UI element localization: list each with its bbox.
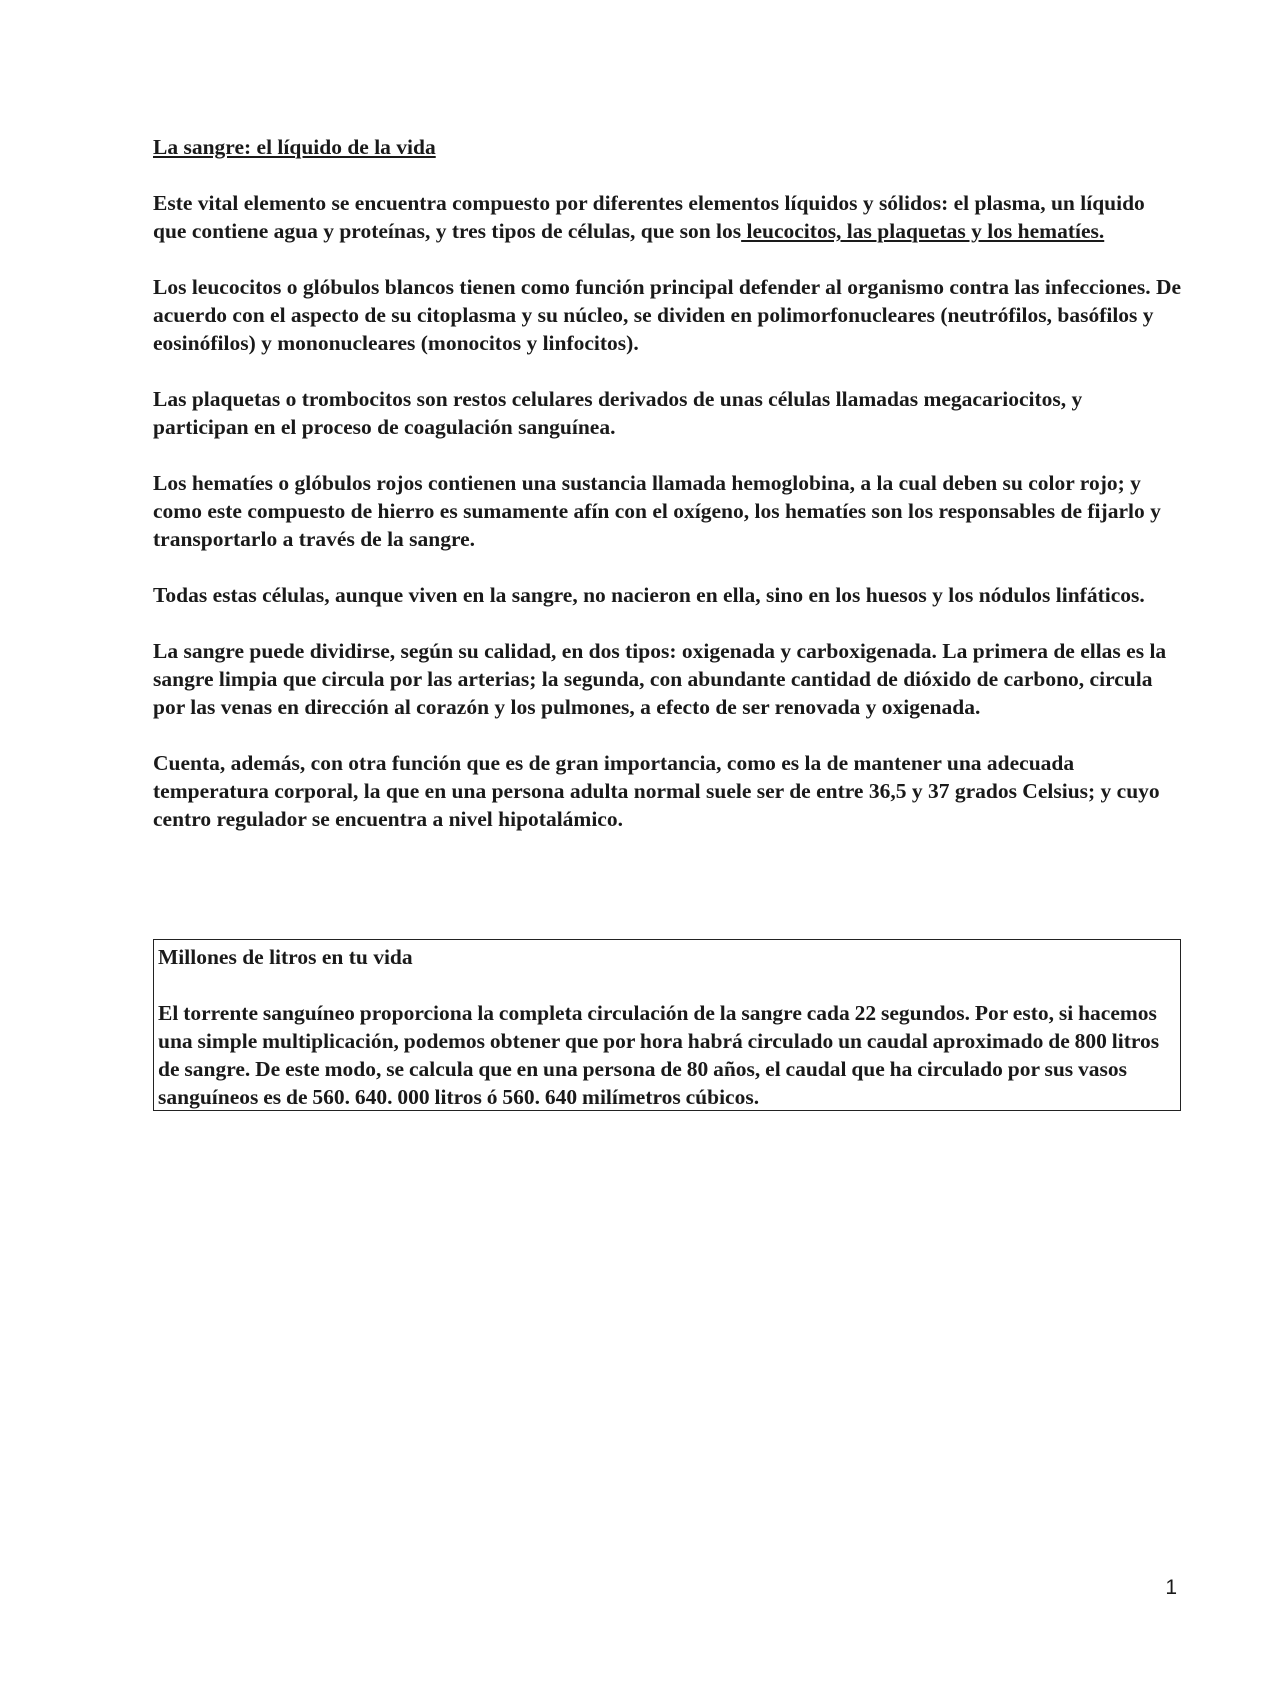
intro-underlined-text: leucocitos, las plaquetas y los hematíes. (741, 219, 1105, 243)
intro-text: Este vital elemento se encuentra compuesto por diferentes elementos líquidos y sólidos: el plasma, un líquido que contiene agua y proteínas, y tres tipos de células, que son los (153, 191, 1145, 243)
info-box-title: Millones de litros en tu vida (158, 945, 413, 969)
page-number: 1 (1165, 1576, 1177, 1599)
document-body (153, 133, 1183, 861)
document-title: La sangre: el líquido de la vida (153, 135, 436, 159)
info-box (153, 939, 1181, 1111)
paragraph-plaquetas: Las plaquetas o trombocitos son restos celulares derivados de unas células llamadas megacariocitos, y participan en el proceso de coagulación sanguínea. (153, 387, 1083, 439)
info-box-text: El torrente sanguíneo proporciona la completa circulación de la sangre cada 22 segundos. Por esto, si hacemos una simple multiplicación, podemos obtener que por hora habrá circulado un caudal aproximado de 800 litros de sangre. De este modo, se calcula que en una persona de 80 años, el caudal que ha circulado por sus vasos sanguíneos es de 560. 640. 000 litros ó 560. 640 milímetros cúbicos. (158, 1001, 1160, 1109)
paragraph-temperatura: Cuenta, además, con otra función que es de gran importancia, como es la de mantener una adecuada temperatura corporal, la que en una persona adulta normal suele ser de entre 36,5 y 37 grados Celsius; y cuyo centro regulador se encuentra a nivel hipotalámico. (153, 751, 1160, 831)
paragraph-tipos-sangre: La sangre puede dividirse, según su calidad, en dos tipos: oxigenada y carboxigenada. La primera de ellas es la sangre limpia que circula por las arterias; la segunda, con abundante cantidad de dióxido de carbono, circula por las venas en dirección al corazón y los pulmones, a efecto de ser renovada y oxigenada. (153, 639, 1167, 719)
intro-paragraph (153, 189, 1183, 245)
paragraph-leucocitos: Los leucocitos o glóbulos blancos tienen como función principal defender al organismo contra las infecciones. De acuerdo con el aspecto de su citoplasma y su núcleo, se dividen en polimorfonucleares (neutrófilos, basófilos y eosinófilos) y mononucleares (monocitos y linfocitos). (153, 275, 1182, 355)
paragraph-origen-celulas: Todas estas células, aunque viven en la sangre, no nacieron en ella, sino en los huesos y los nódulos linfáticos. (153, 583, 1145, 607)
paragraph-hematies: Los hematíes o glóbulos rojos contienen una sustancia llamada hemoglobina, a la cual deben su color rojo; y como este compuesto de hierro es sumamente afín con el oxígeno, los hematíes son los responsables de fijarlo y transportarlo a través de la sangre. (153, 471, 1161, 551)
